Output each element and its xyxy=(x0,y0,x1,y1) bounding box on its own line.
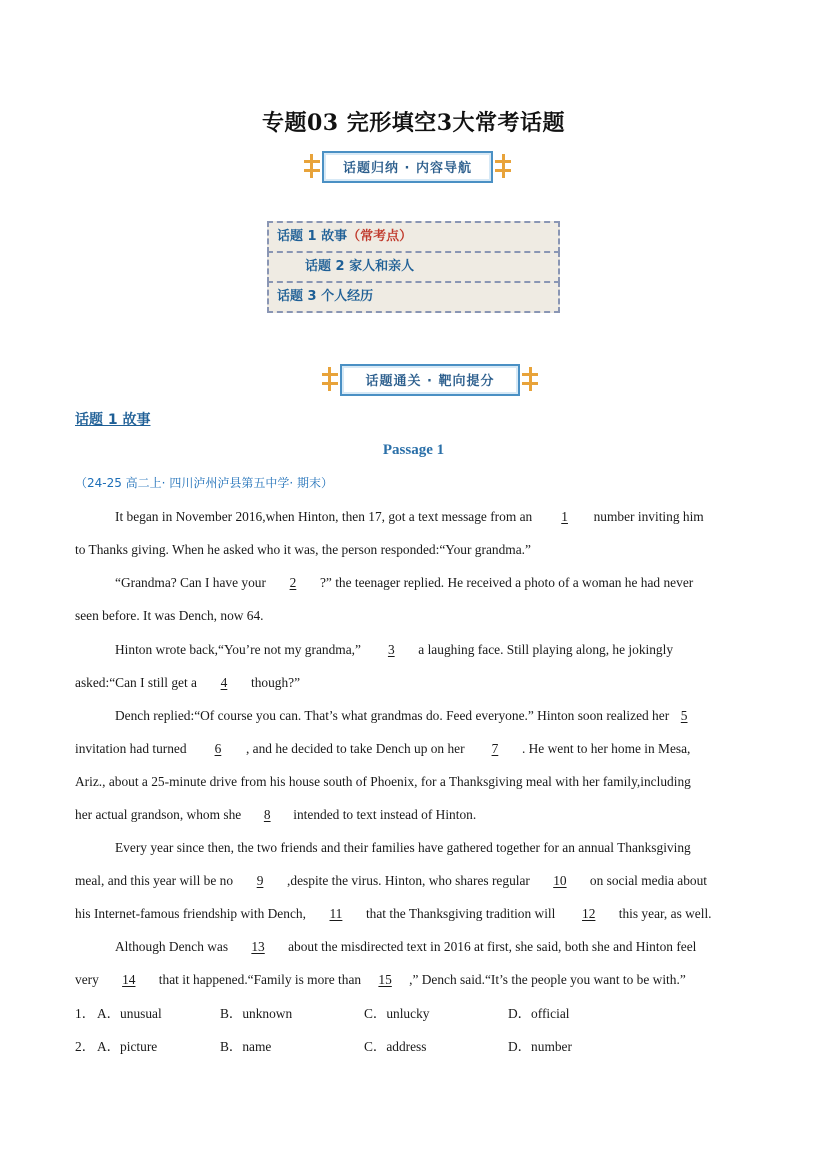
blank-1[interactable]: 1 xyxy=(561,509,568,524)
topic-item-3[interactable] xyxy=(267,281,560,313)
blank-12[interactable]: 12 xyxy=(582,906,596,921)
passage-line: Dench replied:“Of course you can. That’s what grandmas do. Feed everyone.” Hinton soon realized her 5 xyxy=(115,707,752,725)
passage-line: meal, and this year will be no 9 ,despite the virus. Hinton, who shares regular 10 on social media about xyxy=(75,873,708,888)
option-a[interactable]: A．unusual xyxy=(97,1006,162,1021)
blank-4[interactable]: 4 xyxy=(220,675,228,690)
passage-line: Every year since then, the two friends and their families have gathered together for an annual Thanksgiving xyxy=(115,840,691,855)
passage-line: Although Dench was 13 about the misdirected text in 2016 at first, she said, both she and Hinton feel xyxy=(115,939,697,954)
page-title: 专题03 完形填空3大常考话题 xyxy=(261,110,566,136)
topic-item-1-label: 话题 1 故事 xyxy=(277,229,348,244)
blank-15[interactable]: 15 xyxy=(378,972,392,987)
banner-practice xyxy=(322,364,538,394)
topic-item-3-label: 话题 3 个人经历 xyxy=(277,289,374,304)
blank-14[interactable]: 14 xyxy=(122,972,136,987)
passage-line: Ariz., about a 25-minute drive from his house south of Phoenix, for a Thanksgiving meal with her family,including xyxy=(75,774,691,789)
topic-item-2[interactable] xyxy=(267,251,560,283)
blank-13[interactable]: 13 xyxy=(251,939,265,954)
passage-line: “Grandma? Can I have your 2 ?” the teenager replied. He received a photo of a woman he had never xyxy=(115,575,694,590)
option-d[interactable]: D．official xyxy=(508,1006,570,1021)
topic-item-1[interactable] xyxy=(267,221,560,253)
blank-8[interactable]: 8 xyxy=(263,807,271,822)
topic-item-1-tag: （常考点） xyxy=(347,229,413,244)
banner-cap-right-icon xyxy=(522,367,538,391)
option-d[interactable]: D．number xyxy=(508,1039,572,1054)
option-b[interactable]: B．name xyxy=(220,1039,272,1054)
passage-line: to Thanks giving. When he asked who it was, the person responded:“Your grandma.” xyxy=(75,542,531,557)
banner-navigation-label: 话题归纳 · 内容导航 xyxy=(343,161,472,176)
option-c[interactable]: C．address xyxy=(364,1039,427,1054)
banner-navigation xyxy=(304,151,511,181)
section-heading[interactable]: 话题 1 故事 xyxy=(75,412,151,428)
banner-practice-label: 话题通关 · 靶向提分 xyxy=(365,374,495,389)
option-b[interactable]: B．unknown xyxy=(220,1006,293,1021)
banner-cap-left-icon xyxy=(322,367,338,391)
blank-7[interactable]: 7 xyxy=(491,741,499,756)
option-c[interactable]: C．unlucky xyxy=(364,1006,430,1021)
blank-11[interactable]: 11 xyxy=(329,906,343,921)
passage-line: invitation had turned 6 , and he decided to take Dench up on her 7 . He went to her home in Mesa, xyxy=(75,741,691,756)
topic-list xyxy=(267,221,560,313)
passage-line: very 14 that it happened.“Family is more than 15 ,” Dench said.“It’s the people you want to be with.” xyxy=(75,972,686,987)
question-number: 2． xyxy=(75,1039,96,1054)
blank-2[interactable]: 2 xyxy=(289,575,297,590)
passage-line: his Internet-famous friendship with Dench, 11 that the Thanksgiving tradition will 12 this year, as well. xyxy=(75,906,712,921)
blank-10[interactable]: 10 xyxy=(553,873,567,888)
blank-9[interactable]: 9 xyxy=(256,873,264,888)
passage-line: seen before. It was Dench, now 64. xyxy=(75,608,264,623)
option-a[interactable]: A．picture xyxy=(97,1039,158,1054)
banner-cap-left-icon xyxy=(304,154,320,178)
blank-5[interactable]: 5 xyxy=(680,708,688,723)
source-note: （24-25 高二上· 四川泸州泸县第五中学· 期末） xyxy=(75,476,333,490)
blank-3[interactable]: 3 xyxy=(387,642,395,657)
passage-title: Passage 1 xyxy=(382,442,445,458)
passage-line: It began in November 2016,when Hinton, then 17, got a text message from an 1 number inviting him xyxy=(115,509,704,524)
banner-cap-right-icon xyxy=(495,154,511,178)
passage-line: Hinton wrote back,“You’re not my grandma,” 3 a laughing face. Still playing along, he jokingly xyxy=(115,642,674,657)
topic-item-2-label: 话题 2 家人和亲人 xyxy=(305,259,415,274)
passage-line: her actual grandson, whom she 8 intended to text instead of Hinton. xyxy=(75,807,477,822)
question-number: 1． xyxy=(75,1006,96,1021)
passage-line: asked:“Can I still get a 4 though?” xyxy=(75,675,301,690)
blank-6[interactable]: 6 xyxy=(214,741,222,756)
